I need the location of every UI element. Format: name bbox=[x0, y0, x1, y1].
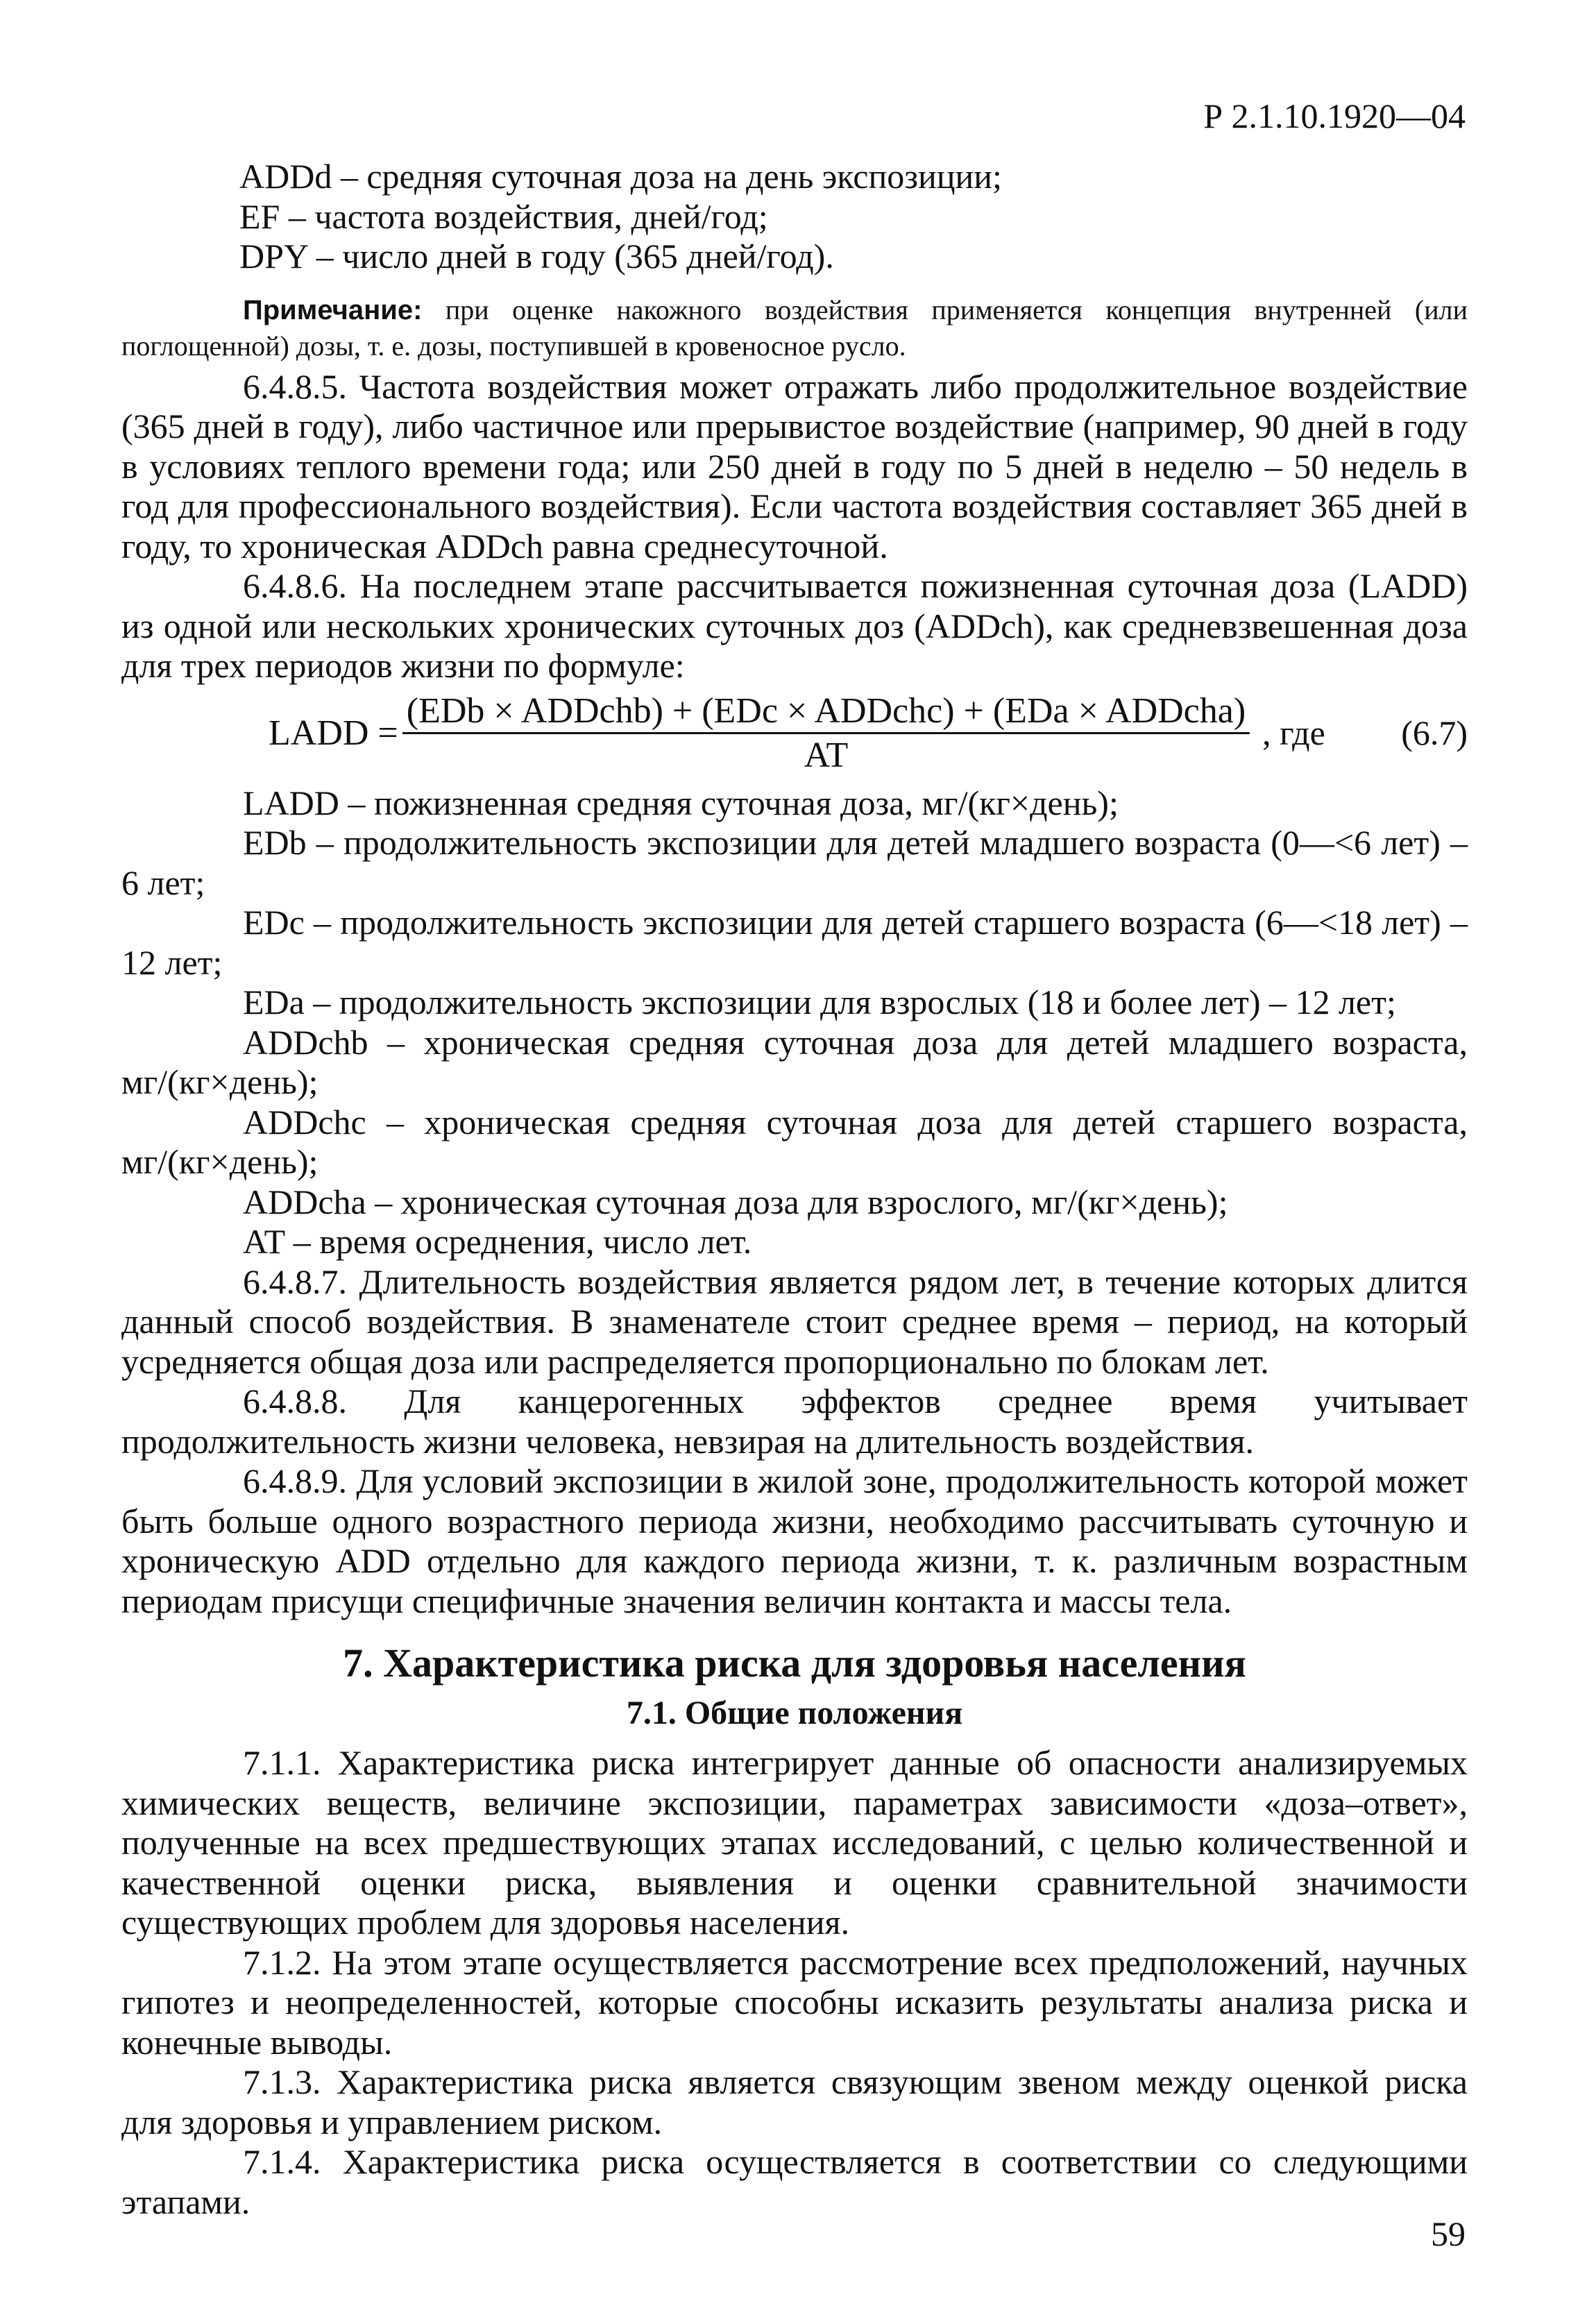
formula-denominator: AT bbox=[804, 736, 849, 775]
formula-lhs: LADD = bbox=[269, 713, 398, 753]
formula-fraction bbox=[402, 691, 1250, 776]
document-code: Р 2.1.10.1920—04 bbox=[1203, 96, 1466, 135]
note-paragraph bbox=[121, 292, 1468, 364]
definition-addchc: ADDchc – хроническая средняя суточная доза для детей старшего возраста, мг/(кг×день); bbox=[121, 1102, 1468, 1181]
definition-edb: EDb – продолжительность экспозиции для детей младшего возраста (0—<6 лет) – 6 лет; bbox=[121, 823, 1468, 902]
definition-line: ADDd – средняя суточная доза на день экспозиции; bbox=[239, 157, 1002, 196]
formula-6-7 bbox=[121, 688, 1468, 779]
definition-ladd: LADD – пожизненная средняя суточная доза, мг/(кг×день); bbox=[243, 783, 1119, 822]
formula-numerator: (EDb × ADDchb) + (EDc × ADDchc) + (EDa × ADDcha) bbox=[402, 691, 1250, 735]
paragraph-7-1-2: 7.1.2. На этом этапе осуществляется рассмотрение всех предположений, научных гипотез и неопределенностей, которые способны исказить результаты анализа риска и конечные выводы. bbox=[121, 1942, 1468, 2062]
subsection-title: 7.1. Общие положения bbox=[626, 1695, 963, 1731]
definition-addchb: ADDchb – хроническая средняя суточная доза для детей младшего возраста, мг/(кг×день); bbox=[121, 1022, 1468, 1101]
paragraph-7-1-4: 7.1.4. Характеристика риска осуществляется в соответствии со следующими этапами. bbox=[121, 2142, 1468, 2221]
definition-addcha: ADDcha – хроническая суточная доза для взрослого, мг/(кг×день); bbox=[243, 1182, 1228, 1221]
paragraph-6-4-8-5: 6.4.8.5. Частота воздействия может отражать либо продолжительное воздействие (365 дней в году), либо частичное или прерывистое воздействие (например, 90 дней в году в условиях теплого времени года; или 250 дней в году по 5 дней в неделю – 50 недель в год для профессионального воздействия). Если частота воздействия составляет 365 дней в году, то хроническая ADDch равна среднесуточной. bbox=[121, 366, 1468, 566]
variable-definitions-top bbox=[121, 157, 1468, 277]
paragraph-7-1-3: 7.1.3. Характеристика риска является связующим звеном между оценкой риска для здоровья и управлением риском. bbox=[121, 2062, 1468, 2141]
definition-line: DPY – число дней в году (365 дней/год). bbox=[239, 237, 834, 275]
definition-at: AT – время осреднения, число лет. bbox=[243, 1222, 752, 1261]
section-title: 7. Характеристика риска для здоровья населения bbox=[343, 1640, 1246, 1686]
paragraph-6-4-8-8: 6.4.8.8. Для канцерогенных эффектов среднее время учитывает продолжительность жизни человека, невзирая на длительность воздействия. bbox=[121, 1382, 1468, 1461]
note-label: Примечание: bbox=[243, 294, 423, 325]
page-content bbox=[121, 157, 1468, 2222]
formula-number: (6.7) bbox=[1401, 713, 1468, 752]
paragraph-7-1-1: 7.1.1. Характеристика риска интегрирует данные об опасности анализируемых химических веществ, величине экспозиции, параметрах зависимости «доза–ответ», полученные на всех предшествующих этапах исследований, с целью количественной и качественной оценки риска, выявления и оценки сравнительной значимости существующих проблем для здоровья населения. bbox=[121, 1743, 1468, 1942]
definition-edc: EDc – продолжительность экспозиции для детей старшего возраста (6—<18 лет) – 12 лет; bbox=[121, 903, 1468, 982]
definition-line: EF – частота воздействия, дней/год; bbox=[239, 196, 768, 236]
formula-where: , где bbox=[1262, 713, 1325, 752]
paragraph-6-4-8-7: 6.4.8.7. Длительность воздействия является рядом лет, в течение которых длится данный способ воздействия. В знаменателе стоит среднее время – период, на который усредняется общая доза или распределяется пропорционально по блокам лет. bbox=[121, 1262, 1468, 1381]
page-number: 59 bbox=[1431, 2214, 1466, 2253]
definition-eda: EDa – продолжительность экспозиции для взрослых (18 и более лет) – 12 лет; bbox=[243, 983, 1396, 1021]
paragraph-6-4-8-9: 6.4.8.9. Для условий экспозиции в жилой зоне, продолжительность которой может быть больше одного возрастного периода жизни, необходимо рассчитывать суточную и хроническую ADD отдельно для каждого периода жизни, т. к. различным возрастным периодам присущи специфичные значения величин контакта и массы тела. bbox=[121, 1461, 1468, 1620]
note-text: при оценке накожного воздействия применяется концепция внутренней (или поглощенной) дозы, т. е. дозы, поступившей в кровеносное русло. bbox=[121, 294, 1468, 362]
paragraph-6-4-8-6: 6.4.8.6. На последнем этапе рассчитывается пожизненная суточная доза (LADD) из одной или нескольких хронических суточных доз (ADDch), как средневзвешенная доза для трех периодов жизни по формуле: bbox=[121, 566, 1468, 685]
